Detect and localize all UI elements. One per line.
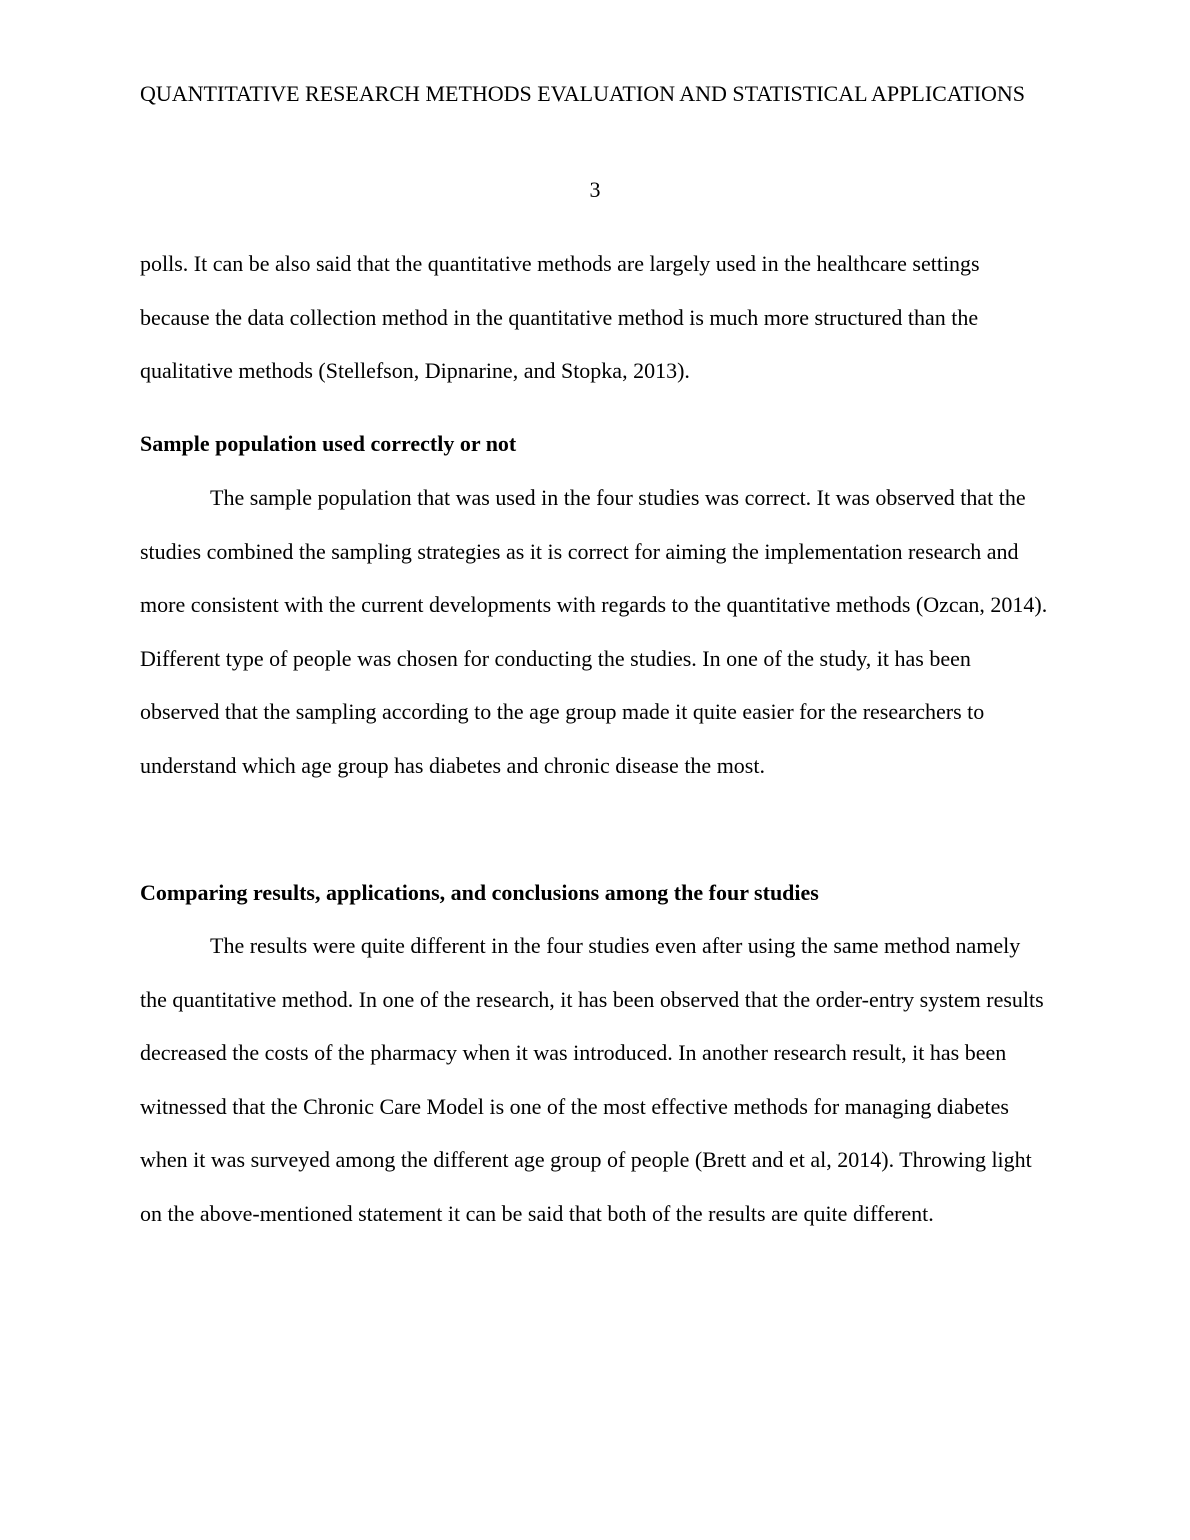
- section-heading-comparing-results: Comparing results, applications, and conclusions among the four studies: [140, 880, 819, 905]
- section-heading-sample-population: Sample population used correctly or not: [140, 431, 517, 456]
- running-head: QUANTITATIVE RESEARCH METHODS EVALUATION AND STATISTICAL APPLICATIONS: [140, 81, 1026, 106]
- body-paragraph-3: [140, 919, 1050, 1241]
- paragraph-text: The results were quite different in the four studies even after using the same method namely the quantitative method. In one of the research, it has been observed that the order-entry system results decreased the costs of the pharmacy when it was introduced. In another research result, it has been witnessed that the Chronic Care Model is one of the most effective methods for managing diabetes when it was surveyed among the different age group of people (Brett and et al, 2014). Throwing light on the above-mentioned statement it can be said that both of the results are quite different.: [140, 933, 1044, 1226]
- paragraph-text: The sample population that was used in the four studies was correct. It was observed that the studies combined the sampling strategies as it is correct for aiming the implementation research and more consistent with the current developments with regards to the quantitative methods (Ozcan, 2014). Different type of people was chosen for conducting the studies. In one of the study, it has been observed that the sampling according to the age group made it quite easier for the researchers to understand which age group has diabetes and chronic disease the most.: [140, 485, 1048, 778]
- paragraph-text: polls. It can be also said that the quantitative methods are largely used in the healthcare settings because the data collection method in the quantitative method is much more structured than the qualitative methods (Stellefson, Dipnarine, and Stopka, 2013).: [140, 251, 980, 384]
- body-paragraph-2: [140, 471, 1050, 793]
- body-paragraph-1: [140, 237, 1050, 398]
- page-number: 3: [589, 177, 601, 202]
